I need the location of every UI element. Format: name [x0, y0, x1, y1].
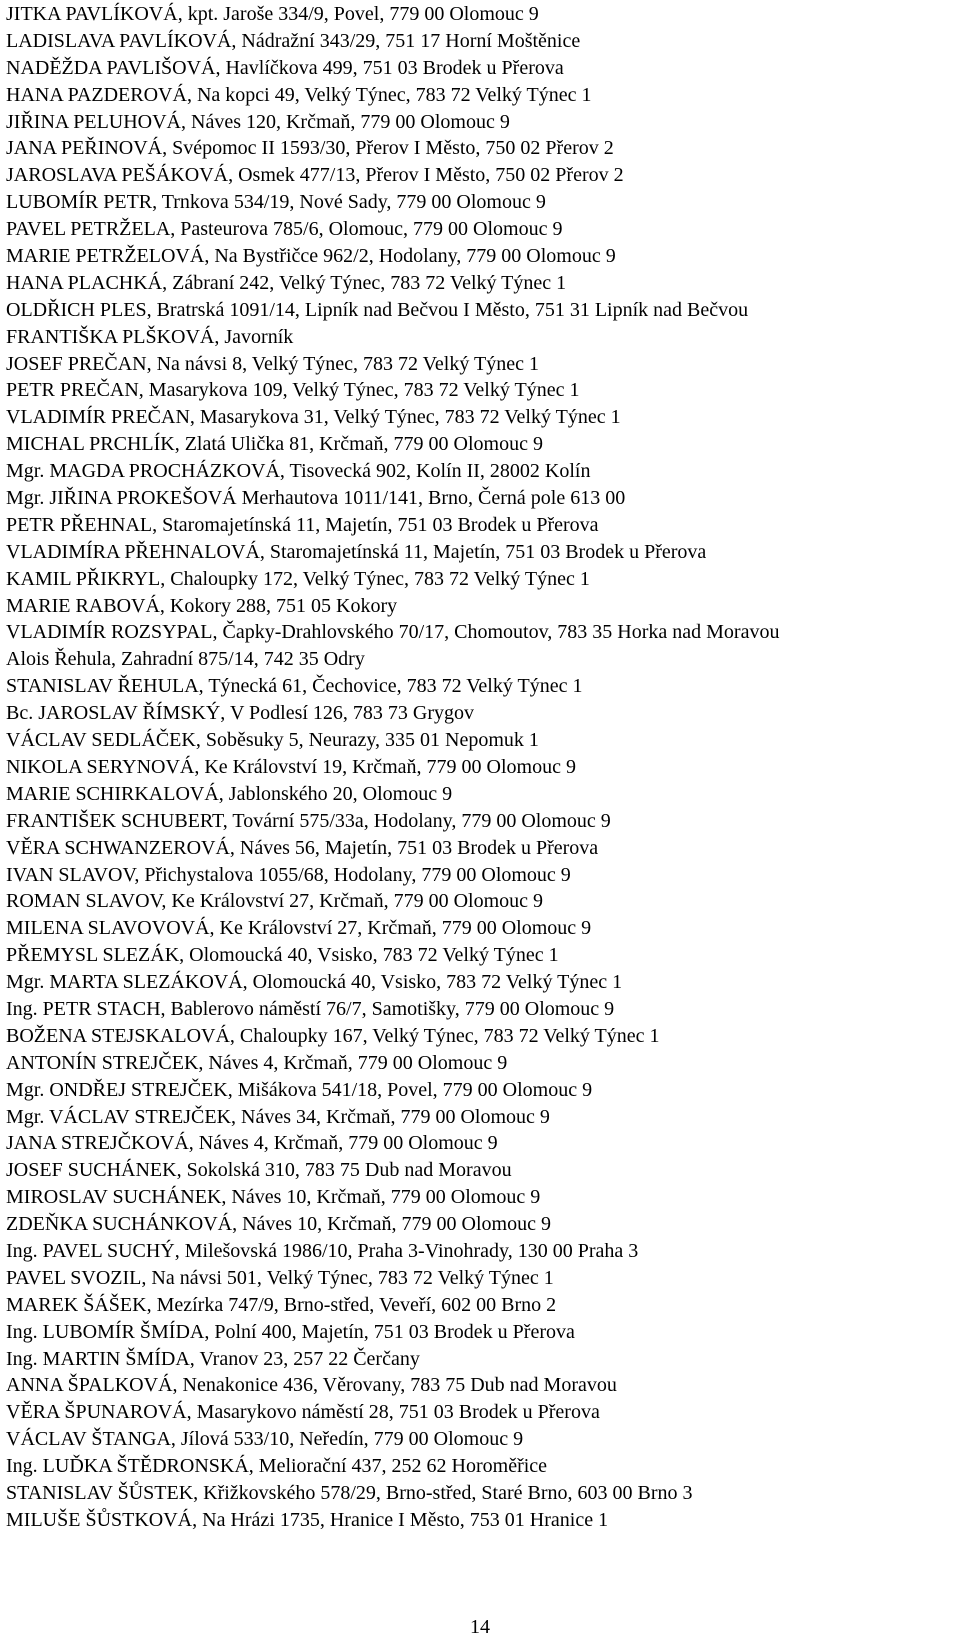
- list-item: Bc. JAROSLAV ŘÍMSKÝ, V Podlesí 126, 783 73 Grygov: [6, 702, 475, 725]
- list-item: JANA STREJČKOVÁ, Náves 4, Krčmaň, 779 00 Olomouc 9: [6, 1132, 498, 1155]
- list-item: JOSEF PREČAN, Na návsi 8, Velký Týnec, 783 72 Velký Týnec 1: [6, 352, 539, 375]
- list-item: FRANTIŠKA PLŠKOVÁ, Javorník: [6, 325, 294, 348]
- list-item: VÁCLAV SEDLÁČEK, Soběsuky 5, Neurazy, 335 01 Nepomuk 1: [6, 729, 539, 752]
- list-item: ANNA ŠPALKOVÁ, Nenakonice 436, Věrovany, 783 75 Dub nad Moravou: [6, 1374, 617, 1397]
- list-item: JANA PEŘINOVÁ, Svépomoc II 1593/30, Přerov I Město, 750 02 Přerov 2: [6, 137, 614, 160]
- list-item: PETR PREČAN, Masarykova 109, Velký Týnec, 783 72 Velký Týnec 1: [6, 379, 580, 402]
- list-item: Ing. PETR STACH, Bablerovo náměstí 76/7, Samotišky, 779 00 Olomouc 9: [6, 997, 615, 1020]
- list-item: STANISLAV ŘEHULA, Týnecká 61, Čechovice, 783 72 Velký Týnec 1: [6, 675, 583, 698]
- list-item: STANISLAV ŠŮSTEK, Křižkovského 578/29, Brno-střed, Staré Brno, 603 00 Brno 3: [6, 1481, 693, 1504]
- list-item: ZDEŇKA SUCHÁNKOVÁ, Náves 10, Krčmaň, 779 00 Olomouc 9: [6, 1213, 551, 1236]
- list-item: FRANTIŠEK SCHUBERT, Tovární 575/33a, Hodolany, 779 00 Olomouc 9: [6, 809, 611, 832]
- list-item: Ing. LUBOMÍR ŠMÍDA, Polní 400, Majetín, 751 03 Brodek u Přerova: [6, 1320, 575, 1343]
- list-item: MICHAL PRCHLÍK, Zlatá Ulička 81, Krčmaň, 779 00 Olomouc 9: [6, 433, 543, 456]
- list-item: Mgr. MAGDA PROCHÁZKOVÁ, Tisovecká 902, Kolín II, 28002 Kolín: [6, 460, 591, 483]
- list-item: ROMAN SLAVOV, Ke Království 27, Krčmaň, 779 00 Olomouc 9: [6, 890, 544, 913]
- list-item: Ing. MARTIN ŠMÍDA, Vranov 23, 257 22 Čerčany: [6, 1347, 420, 1370]
- list-item: PETR PŘEHNAL, Staromajetínská 11, Majetín, 751 03 Brodek u Přerova: [6, 513, 599, 536]
- list-item: ANTONÍN STREJČEK, Náves 4, Krčmaň, 779 00 Olomouc 9: [6, 1051, 508, 1074]
- list-item: HANA PLACHKÁ, Zábraní 242, Velký Týnec, 783 72 Velký Týnec 1: [6, 271, 567, 294]
- list-item: MARIE PETRŽELOVÁ, Na Bystřičce 962/2, Hodolany, 779 00 Olomouc 9: [6, 245, 616, 268]
- list-item: MILUŠE ŠŮSTKOVÁ, Na Hrázi 1735, Hranice I Město, 753 01 Hranice 1: [6, 1508, 609, 1531]
- list-item: VLADIMÍRA PŘEHNALOVÁ, Staromajetínská 11, Majetín, 751 03 Brodek u Přerova: [6, 540, 707, 563]
- list-item: PŘEMYSL SLEZÁK, Olomoucká 40, Vsisko, 783 72 Velký Týnec 1: [6, 944, 559, 967]
- list-item: JOSEF SUCHÁNEK, Sokolská 310, 783 75 Dub nad Moravou: [6, 1159, 512, 1182]
- list-item: Mgr. ONDŘEJ STREJČEK, Mišákova 541/18, Povel, 779 00 Olomouc 9: [6, 1078, 593, 1101]
- list-item: VLADIMÍR PREČAN, Masarykova 31, Velký Týnec, 783 72 Velký Týnec 1: [6, 406, 621, 429]
- list-item: JITKA PAVLÍKOVÁ, kpt. Jaroše 334/9, Povel, 779 00 Olomouc 9: [6, 3, 539, 25]
- page-number: 14: [470, 1616, 490, 1638]
- list-item: Alois Řehula, Zahradní 875/14, 742 35 Odry: [6, 648, 365, 671]
- list-item: NIKOLA SERYNOVÁ, Ke Království 19, Krčmaň, 779 00 Olomouc 9: [6, 755, 576, 778]
- list-item: MAREK ŠÁŠEK, Mezírka 747/9, Brno-střed, Veveří, 602 00 Brno 2: [6, 1293, 557, 1316]
- list-item: LADISLAVA PAVLÍKOVÁ, Nádražní 343/29, 751 17 Horní Moštěnice: [6, 29, 581, 52]
- list-item: JIŘINA PELUHOVÁ, Náves 120, Krčmaň, 779 00 Olomouc 9: [6, 110, 510, 133]
- list-item: VĚRA SCHWANZEROVÁ, Náves 56, Majetín, 751 03 Brodek u Přerova: [6, 836, 599, 859]
- list-item: IVAN SLAVOV, Přichystalova 1055/68, Hodolany, 779 00 Olomouc 9: [6, 863, 571, 886]
- list-item: PAVEL SVOZIL, Na návsi 501, Velký Týnec, 783 72 Velký Týnec 1: [6, 1266, 554, 1289]
- list-item: Ing. LUĎKA ŠTĚDRONSKÁ, Meliorační 437, 252 62 Horoměřice: [6, 1455, 548, 1478]
- list-item: VLADIMÍR ROZSYPAL, Čapky-Drahlovského 70/17, Chomoutov, 783 35 Horka nad Moravou: [6, 621, 780, 644]
- list-item: Ing. PAVEL SUCHÝ, Milešovská 1986/10, Praha 3-Vinohrady, 130 00 Praha 3: [6, 1239, 639, 1262]
- list-item: NADĚŽDA PAVLIŠOVÁ, Havlíčkova 499, 751 03 Brodek u Přerova: [6, 56, 564, 79]
- list-item: VĚRA ŠPUNAROVÁ, Masarykovo náměstí 28, 751 03 Brodek u Přerova: [6, 1401, 600, 1424]
- list-item: VÁCLAV ŠTANGA, Jílová 533/10, Neředín, 779 00 Olomouc 9: [6, 1428, 524, 1451]
- list-item: HANA PAZDEROVÁ, Na kopci 49, Velký Týnec, 783 72 Velký Týnec 1: [6, 83, 592, 106]
- list-item: Mgr. MARTA SLEZÁKOVÁ, Olomoucká 40, Vsisko, 783 72 Velký Týnec 1: [6, 971, 623, 994]
- list-item: MIROSLAV SUCHÁNEK, Náves 10, Krčmaň, 779 00 Olomouc 9: [6, 1186, 541, 1209]
- list-item: Mgr. JIŘINA PROKEŠOVÁ Merhautova 1011/141, Brno, Černá pole 613 00: [6, 487, 626, 510]
- list-item: Mgr. VÁCLAV STREJČEK, Náves 34, Krčmaň, 779 00 Olomouc 9: [6, 1105, 550, 1128]
- list-item: BOŽENA STEJSKALOVÁ, Chaloupky 167, Velký Týnec, 783 72 Velký Týnec 1: [6, 1024, 660, 1047]
- list-item: JAROSLAVA PEŠÁKOVÁ, Osmek 477/13, Přerov I Město, 750 02 Přerov 2: [6, 164, 624, 187]
- list-item: MARIE SCHIRKALOVÁ, Jablonského 20, Olomouc 9: [6, 782, 453, 805]
- list-item: PAVEL PETRŽELA, Pasteurova 785/6, Olomouc, 779 00 Olomouc 9: [6, 218, 563, 241]
- list-item: MARIE RABOVÁ, Kokory 288, 751 05 Kokory: [6, 594, 398, 617]
- address-list: [6, 1, 956, 1534]
- list-item: MILENA SLAVOVOVÁ, Ke Království 27, Krčmaň, 779 00 Olomouc 9: [6, 917, 592, 940]
- list-item: LUBOMÍR PETR, Trnkova 534/19, Nové Sady, 779 00 Olomouc 9: [6, 191, 546, 214]
- list-item: KAMIL PŘIKRYL, Chaloupky 172, Velký Týnec, 783 72 Velký Týnec 1: [6, 567, 590, 590]
- list-item: OLDŘICH PLES, Bratrská 1091/14, Lipník nad Bečvou I Město, 751 31 Lipník nad Bečvou: [6, 298, 749, 321]
